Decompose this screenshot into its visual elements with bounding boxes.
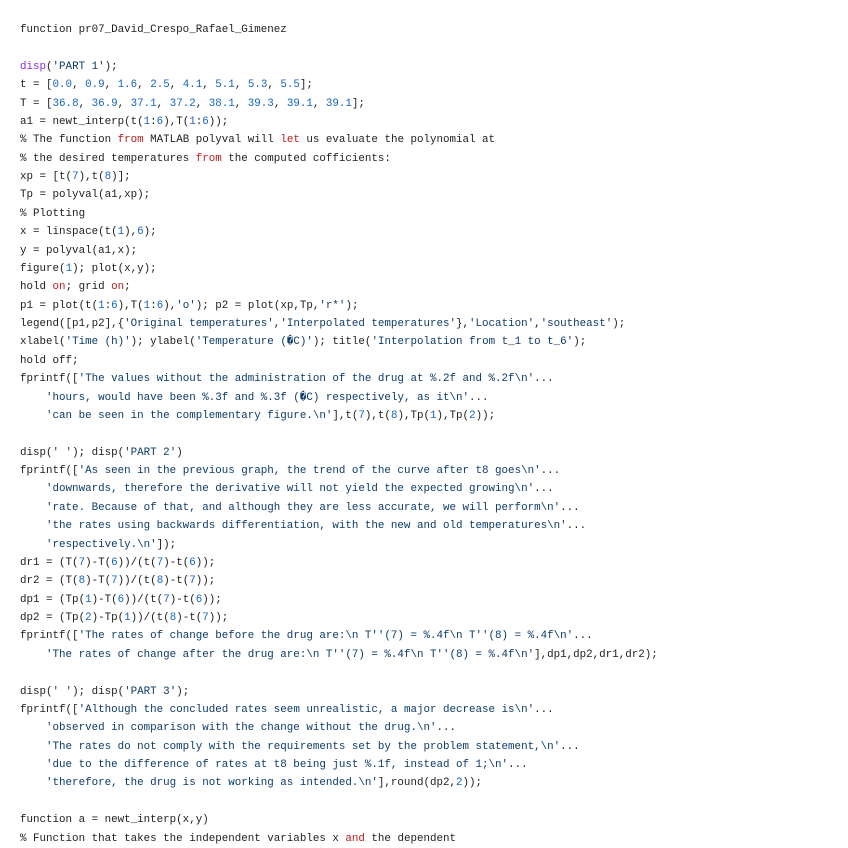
number-token: 7 bbox=[163, 593, 170, 606]
number-token: 6 bbox=[111, 299, 118, 312]
code-line bbox=[20, 223, 658, 241]
code-text: ); bbox=[345, 299, 359, 312]
code-line bbox=[20, 793, 658, 811]
string-token: 'Time (h)' bbox=[65, 336, 131, 349]
code-text bbox=[20, 759, 46, 771]
code-line bbox=[20, 774, 658, 792]
code-line bbox=[20, 39, 658, 57]
string-token: 'southeast' bbox=[540, 318, 613, 330]
code-text: function a = newt_interp(x,y) bbox=[20, 814, 209, 827]
code-text: ); disp( bbox=[72, 446, 125, 459]
code-text: , bbox=[169, 79, 183, 92]
number-token: 5.1 bbox=[215, 79, 235, 92]
code-text: )-t( bbox=[169, 593, 196, 606]
string-token: 'PART 3' bbox=[124, 685, 177, 698]
code-text: xp = [t( bbox=[20, 171, 73, 183]
code-text: )-T( bbox=[85, 575, 112, 588]
string-token: 'due to the difference of rates at t8 being just %.1f, instead of 1;\n' bbox=[46, 759, 509, 771]
string-token: 'rate. Because of that, and although they are less accurate, we will perform\n' bbox=[46, 501, 561, 514]
code-text: Tp = polyval(a1,xp); bbox=[20, 189, 151, 202]
number-token: 0.0 bbox=[52, 79, 73, 92]
string-token: 'PART 1' bbox=[52, 60, 105, 73]
code-text: , bbox=[137, 79, 151, 92]
code-text: ); bbox=[143, 226, 157, 239]
code-line bbox=[20, 131, 658, 149]
code-line bbox=[20, 756, 658, 774]
code-text: ( bbox=[46, 60, 53, 73]
code-line bbox=[20, 517, 658, 535]
code-text: y = polyval(a1,x); bbox=[20, 244, 138, 257]
code-text: ); title( bbox=[312, 336, 372, 349]
code-line bbox=[20, 683, 658, 701]
code-text: ); bbox=[176, 685, 190, 698]
code-text bbox=[20, 722, 46, 734]
code-text: hold off; bbox=[20, 354, 79, 367]
number-token: 6 bbox=[156, 299, 164, 312]
code-text: ; grid bbox=[65, 281, 112, 294]
code-text: ; bbox=[124, 281, 131, 294]
code-text: ... bbox=[469, 391, 489, 404]
code-text: dr1 = (T( bbox=[20, 556, 79, 569]
number-token: 38.1 bbox=[208, 97, 235, 110]
code-line bbox=[20, 242, 658, 260]
code-text: )); bbox=[475, 409, 496, 422]
code-line bbox=[20, 609, 658, 627]
code-text bbox=[20, 520, 46, 532]
code-line bbox=[20, 168, 658, 186]
number-token: 5.5 bbox=[280, 79, 300, 92]
code-text: )-Tp( bbox=[91, 612, 125, 624]
code-line bbox=[20, 278, 658, 296]
code-line bbox=[20, 719, 658, 737]
code-text: )-t( bbox=[163, 556, 190, 569]
code-line bbox=[20, 333, 658, 351]
code-text: hold bbox=[20, 281, 53, 294]
number-token: 36.9 bbox=[91, 97, 118, 110]
code-text: )); bbox=[208, 115, 229, 128]
code-text: % Plotting bbox=[20, 207, 86, 220]
code-text: p1 = plot(t( bbox=[20, 299, 99, 312]
keyword-token: from bbox=[117, 134, 144, 147]
code-text: , bbox=[273, 97, 287, 110]
code-line bbox=[20, 830, 658, 848]
number-token: 8 bbox=[78, 575, 86, 588]
code-line bbox=[20, 21, 658, 39]
code-text: disp( bbox=[20, 446, 53, 459]
code-listing bbox=[20, 21, 658, 848]
code-text: ); disp( bbox=[72, 685, 125, 698]
string-token: 'Temperature (�C)' bbox=[195, 336, 313, 349]
code-line bbox=[20, 352, 658, 370]
number-token: 2 bbox=[456, 777, 463, 790]
code-text: dp2 = (Tp( bbox=[20, 612, 86, 624]
number-token: 6 bbox=[111, 556, 118, 569]
code-text: )); bbox=[208, 612, 229, 624]
code-text bbox=[20, 502, 46, 514]
code-text: ))/(t( bbox=[117, 556, 157, 569]
keyword-token: on bbox=[52, 281, 66, 294]
code-text: ]; bbox=[299, 79, 313, 92]
string-token: 'downwards, therefore the derivative will not yield the expected growing\n' bbox=[46, 483, 535, 496]
code-text: ))/(t( bbox=[117, 575, 157, 588]
code-text: us evaluate the polynomial at bbox=[299, 134, 496, 147]
code-text bbox=[20, 483, 46, 495]
code-text: , bbox=[195, 97, 209, 110]
code-text: ); bbox=[104, 60, 118, 73]
number-token: 8 bbox=[104, 171, 112, 183]
code-line bbox=[20, 205, 658, 223]
number-token: 2.5 bbox=[150, 79, 170, 92]
code-line bbox=[20, 95, 658, 113]
code-text: ); p2 = plot(xp,Tp, bbox=[195, 299, 320, 312]
code-text: ],round(dp2, bbox=[377, 777, 456, 790]
number-token: 37.2 bbox=[169, 97, 196, 110]
code-text: )-T( bbox=[91, 593, 118, 606]
code-text: t = [ bbox=[20, 79, 53, 92]
code-text bbox=[20, 539, 46, 551]
number-token: 36.8 bbox=[52, 97, 79, 110]
number-token: 7 bbox=[358, 409, 365, 422]
code-line bbox=[20, 58, 658, 76]
code-text: , bbox=[78, 97, 92, 110]
number-token: 6 bbox=[117, 593, 125, 606]
code-text: , bbox=[267, 79, 281, 92]
code-text: x = linspace(t( bbox=[20, 226, 118, 239]
code-text: T = [ bbox=[20, 97, 53, 110]
number-token: 1 bbox=[85, 593, 92, 606]
code-line bbox=[20, 627, 658, 645]
code-text: % The function bbox=[20, 134, 118, 147]
number-token: 6 bbox=[189, 556, 196, 569]
string-token: 'r*' bbox=[319, 299, 346, 312]
code-text: , bbox=[117, 97, 131, 110]
code-text: MATLAB polyval will bbox=[143, 134, 281, 147]
code-text: )-t( bbox=[163, 575, 190, 588]
code-text: function pr07_David_Crespo_Rafael_Gimenez bbox=[20, 24, 287, 36]
code-line bbox=[20, 462, 658, 480]
code-text: fprintf([ bbox=[20, 465, 79, 477]
number-token: 1 bbox=[65, 262, 73, 275]
code-text: , bbox=[202, 79, 216, 92]
code-text: ]); bbox=[156, 538, 177, 551]
code-text: ),Tp( bbox=[436, 409, 470, 422]
code-text bbox=[20, 410, 46, 422]
code-line bbox=[20, 499, 658, 517]
code-text: : bbox=[104, 299, 112, 312]
code-text: ... bbox=[560, 501, 580, 514]
code-text: ),T( bbox=[117, 299, 144, 312]
code-text: : bbox=[150, 299, 157, 312]
string-token: 'The rates of change after the drug are:\n T''(7) = %.4f\n T''(8) = %.4f\n' bbox=[46, 648, 535, 661]
code-text: ),t( bbox=[78, 171, 105, 183]
number-token: 7 bbox=[78, 556, 86, 569]
string-token: 'Location' bbox=[469, 318, 535, 330]
code-line bbox=[20, 370, 658, 388]
code-text: ),T( bbox=[163, 115, 190, 128]
code-text: disp( bbox=[20, 685, 53, 698]
code-text: ),Tp( bbox=[397, 409, 430, 422]
number-token: 8 bbox=[156, 575, 164, 588]
string-token: 'As seen in the previous graph, the trend of the curve after t8 goes\n' bbox=[78, 465, 541, 477]
code-line bbox=[20, 738, 658, 756]
number-token: 39.1 bbox=[325, 97, 352, 110]
string-token: 'the rates using backwards differentiation, with the new and old temperatures\n' bbox=[46, 520, 567, 533]
code-line bbox=[20, 407, 658, 425]
string-token: 'respectively.\n' bbox=[46, 538, 157, 551]
keyword-token: disp bbox=[20, 60, 47, 73]
code-line bbox=[20, 76, 658, 94]
code-text: ), bbox=[124, 226, 138, 239]
string-token: 'The rates of change before the drug are:\n T''(7) = %.4f\n T''(8) = %.4f\n' bbox=[78, 630, 574, 643]
keyword-token: on bbox=[111, 281, 125, 294]
code-line bbox=[20, 260, 658, 278]
code-line bbox=[20, 554, 658, 572]
number-token: 39.3 bbox=[247, 97, 274, 110]
keyword-token: let bbox=[280, 134, 300, 147]
code-text: a1 = newt_interp(t( bbox=[20, 115, 144, 128]
string-token: 'The values without the administration of the drug at %.2f and %.2f\n' bbox=[78, 373, 535, 386]
number-token: 8 bbox=[390, 409, 398, 422]
code-text: , bbox=[312, 97, 326, 110]
code-line bbox=[20, 425, 658, 443]
code-text: ))/(t( bbox=[124, 593, 164, 606]
code-text: )); bbox=[195, 575, 216, 588]
number-token: 0.9 bbox=[85, 79, 105, 92]
code-text: ); bbox=[612, 318, 626, 330]
code-text: ... bbox=[436, 722, 457, 735]
code-text: fprintf([ bbox=[20, 630, 79, 643]
code-text: , bbox=[534, 318, 541, 330]
code-text: ... bbox=[534, 483, 554, 496]
code-text: , bbox=[104, 79, 118, 92]
code-text: figure( bbox=[20, 262, 66, 275]
string-token: 'Although the concluded rates seem unrealistic, a major decrease is\n' bbox=[78, 703, 535, 716]
number-token: 39.1 bbox=[286, 97, 313, 110]
string-token: 'observed in comparison with the change without the drug.\n' bbox=[46, 722, 437, 735]
code-text: )); bbox=[195, 556, 216, 569]
code-text: ... bbox=[534, 373, 554, 386]
code-text: : bbox=[195, 115, 203, 128]
code-text: , bbox=[273, 318, 281, 330]
code-text bbox=[20, 649, 46, 661]
number-token: 1 bbox=[189, 115, 196, 128]
number-token: 1 bbox=[117, 226, 125, 239]
code-line bbox=[20, 591, 658, 609]
code-line bbox=[20, 664, 658, 682]
code-text: ),t( bbox=[364, 409, 391, 422]
code-text: ... bbox=[534, 703, 554, 716]
number-token: 7 bbox=[189, 575, 196, 588]
code-text: % the desired temperatures bbox=[20, 152, 196, 165]
number-token: 1 bbox=[143, 115, 151, 128]
code-line bbox=[20, 536, 658, 554]
code-text: ... bbox=[540, 465, 561, 477]
number-token: 1 bbox=[124, 612, 131, 624]
code-text: dp1 = (Tp( bbox=[20, 593, 86, 606]
code-text: fprintf([ bbox=[20, 703, 79, 716]
code-text: ); plot(x,y); bbox=[72, 262, 157, 275]
code-text: ); bbox=[573, 336, 587, 349]
code-text bbox=[20, 741, 46, 753]
number-token: 1.6 bbox=[117, 79, 138, 92]
number-token: 1 bbox=[430, 409, 437, 422]
code-line bbox=[20, 389, 658, 407]
code-text: xlabel( bbox=[20, 336, 66, 349]
string-token: 'hours, would have been %.3f and %.3f (�C) respectively, as it\n' bbox=[46, 391, 470, 404]
code-text: , bbox=[234, 79, 248, 92]
code-text: , bbox=[156, 97, 170, 110]
number-token: 2 bbox=[85, 612, 92, 624]
number-token: 5.3 bbox=[247, 79, 268, 92]
code-text: ],t( bbox=[332, 409, 359, 422]
code-text: ); ylabel( bbox=[130, 336, 196, 349]
number-token: 6 bbox=[202, 115, 209, 128]
code-line bbox=[20, 572, 658, 590]
number-token: 7 bbox=[72, 171, 79, 183]
string-token: 'Original temperatures' bbox=[124, 318, 274, 330]
number-token: 7 bbox=[156, 556, 164, 569]
code-line bbox=[20, 315, 658, 333]
number-token: 2 bbox=[469, 409, 476, 422]
number-token: 1 bbox=[98, 299, 105, 312]
code-text: fprintf([ bbox=[20, 373, 79, 386]
string-token: ' ' bbox=[52, 685, 73, 698]
code-line bbox=[20, 480, 658, 498]
string-token: ' ' bbox=[52, 446, 73, 459]
string-token: 'The rates do not comply with the requirements set by the problem statement,\n' bbox=[46, 740, 561, 753]
code-text: )-t( bbox=[176, 612, 203, 624]
string-token: 'therefore, the drug is not working as intended.\n' bbox=[46, 777, 378, 790]
code-text bbox=[20, 392, 46, 404]
number-token: 6 bbox=[156, 115, 164, 128]
code-text: the dependent bbox=[364, 832, 457, 845]
number-token: 7 bbox=[111, 575, 118, 588]
code-text: dr2 = (T( bbox=[20, 575, 79, 588]
code-line bbox=[20, 811, 658, 829]
code-text: )]; bbox=[111, 171, 131, 183]
number-token: 8 bbox=[169, 612, 177, 624]
code-line bbox=[20, 297, 658, 315]
string-token: 'Interpolation from t_1 to t_6' bbox=[371, 336, 574, 349]
code-text: ]; bbox=[351, 97, 365, 110]
code-text: ))/(t( bbox=[130, 612, 170, 624]
code-text: ) bbox=[176, 446, 183, 459]
number-token: 37.1 bbox=[130, 97, 157, 110]
code-text: the computed cofficients: bbox=[221, 152, 391, 165]
code-text: , bbox=[234, 97, 248, 110]
keyword-token: and bbox=[345, 832, 365, 845]
code-line bbox=[20, 646, 658, 664]
code-text bbox=[20, 777, 46, 789]
keyword-token: from bbox=[195, 152, 222, 165]
code-text: ... bbox=[566, 520, 587, 533]
code-text: % Function that takes the independent variables x bbox=[20, 832, 346, 845]
code-line bbox=[20, 701, 658, 719]
code-text: )-T( bbox=[85, 556, 112, 569]
code-text: ... bbox=[573, 630, 593, 643]
string-token: 'Interpolated temperatures' bbox=[280, 318, 457, 330]
number-token: 6 bbox=[137, 226, 144, 239]
code-line bbox=[20, 113, 658, 131]
number-token: 6 bbox=[195, 593, 203, 606]
code-text: : bbox=[150, 115, 157, 128]
code-text: ],dp1,dp2,dr1,dr2); bbox=[534, 648, 658, 661]
number-token: 7 bbox=[202, 612, 209, 624]
string-token: 'PART 2' bbox=[124, 446, 177, 459]
code-text: ... bbox=[508, 759, 528, 771]
code-text: legend([p1,p2],{ bbox=[20, 318, 125, 330]
code-text: }, bbox=[456, 318, 470, 330]
code-text: ... bbox=[560, 740, 580, 753]
code-text: ), bbox=[163, 299, 177, 312]
number-token: 4.1 bbox=[182, 79, 203, 92]
code-line bbox=[20, 150, 658, 168]
code-text: )); bbox=[462, 777, 483, 790]
code-line bbox=[20, 186, 658, 204]
number-token: 1 bbox=[143, 299, 151, 312]
string-token: 'o' bbox=[176, 299, 196, 312]
code-line bbox=[20, 444, 658, 462]
code-text: )); bbox=[202, 593, 222, 606]
code-text: , bbox=[72, 79, 86, 92]
string-token: 'can be seen in the complementary figure.\n' bbox=[46, 409, 333, 422]
